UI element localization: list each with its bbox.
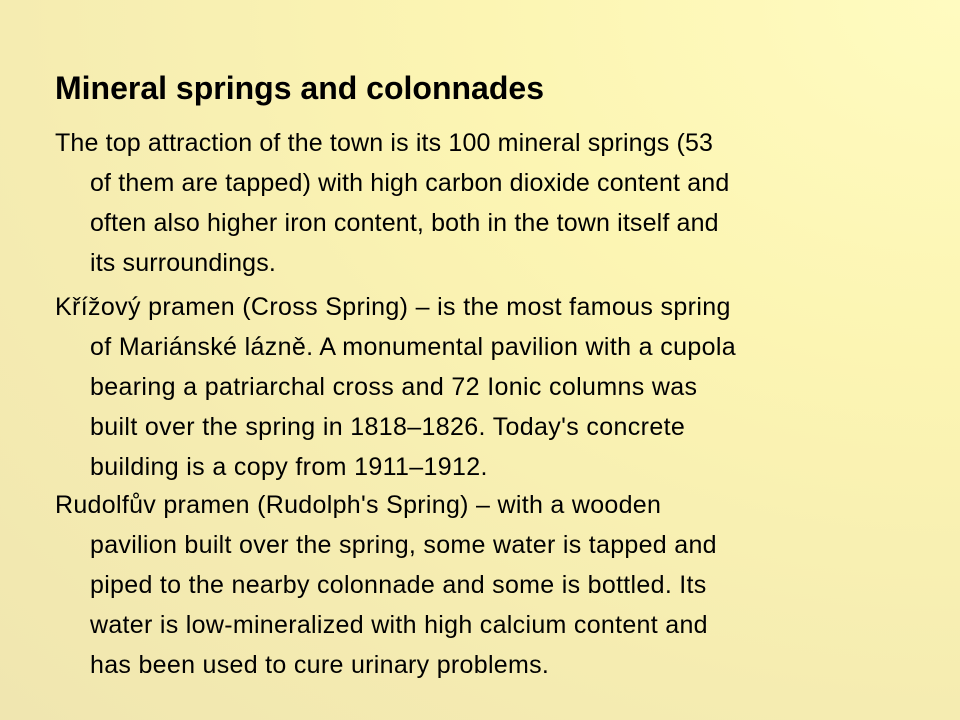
- paragraph-line: water is low-mineralized with high calcium content and: [90, 611, 708, 639]
- paragraph-line: of them are tapped) with high carbon dioxide content and: [90, 169, 730, 197]
- paragraph-line: Křížový pramen (Cross Spring) – is the most famous spring: [55, 293, 731, 321]
- paragraph-line: piped to the nearby colonnade and some is bottled. Its: [90, 571, 707, 599]
- slide-title: Mineral springs and colonnades: [55, 70, 544, 106]
- paragraph-line: Rudolfův pramen (Rudolph's Spring) – with a wooden: [55, 491, 662, 519]
- paragraph-rudolph-spring: [55, 485, 895, 685]
- paragraph-cross-spring: [55, 287, 895, 487]
- paragraph-line: its surroundings.: [90, 249, 276, 277]
- paragraph-line: often also higher iron content, both in the town itself and: [90, 209, 719, 237]
- paragraph-line: pavilion built over the spring, some water is tapped and: [90, 531, 717, 559]
- paragraph-line: has been used to cure urinary problems.: [90, 651, 550, 679]
- paragraph-line: building is a copy from 1911–1912.: [90, 453, 488, 481]
- paragraph-line: of Mariánské lázně. A monumental pavilion with a cupola: [90, 333, 736, 361]
- paragraph-line: The top attraction of the town is its 100 mineral springs (53: [55, 129, 714, 157]
- paragraph-line: built over the spring in 1818–1826. Today's concrete: [90, 413, 686, 441]
- paragraph-line: bearing a patriarchal cross and 72 Ionic columns was: [90, 373, 698, 401]
- paragraph-springs-overview: [55, 123, 895, 283]
